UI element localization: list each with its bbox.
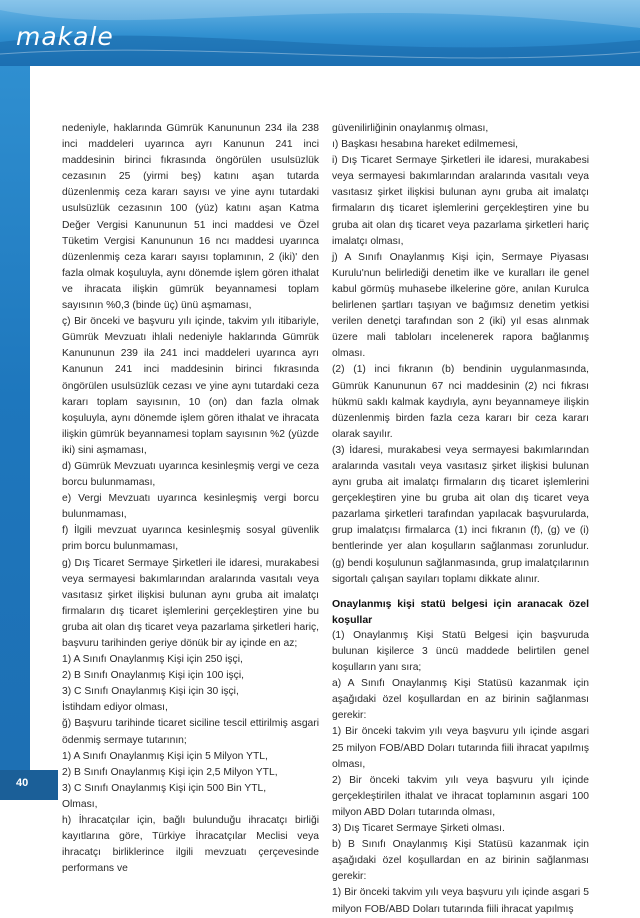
list-item: 3) C Sınıfı Onaylanmış Kişi için 500 Bin YTL, <box>62 782 267 794</box>
paragraph: (2) (1) inci fıkranın (b) bendinin uygulanmasında, Gümrük Kanununun 67 nci maddesinin (2) nci fıkrası hükmü saklı kalmak kaydıyla, aynı beyannameye ilişkin düzenlenmiş birden fazla ceza kararı bir ceza kararı olarak sayılır. <box>332 364 589 440</box>
list-item: 1) A Sınıfı Onaylanmış Kişi için 250 işçi, <box>62 654 243 666</box>
page-number: 40 <box>16 777 29 789</box>
section-label: makale <box>16 22 114 51</box>
header-banner <box>0 0 640 66</box>
section-heading: Onaylanmış kişi statü belgesi için aranacak özel koşullar <box>332 597 589 626</box>
paragraph: nedeniyle, haklarında Gümrük Kanununun 234 ila 238 inci maddeleri uyarınca ayrı Kanunun 241 inci maddesinin birinci fıkrasında öngörülen usulsüzlük cezasının 25 (yirmi beş) katını aşan tutarda düzenlenmiş ceza kararı sayısı ve yine aynı tutardaki usulsüzlük cezasının 100 (yüz) katını aşan Katma Değer Vergisi Kanununun 51 inci maddesi ve Özel Tüketim Vergisi Kanununun 16 ncı maddesi uyarınca düzenlenmiş ceza kararı sayısı toplamının, 2 (iki)' den fazla olmak koşuluyla, aynı dönemde işlem gören ithalat ve ihracata ilişkin gümrük beyannamesi toplam sayısının %0,3 (binde üç) ünü aşmaması, <box>62 123 319 312</box>
paragraph: ı) Başkası hesabına hareket edilmemesi, <box>332 139 519 151</box>
paragraph: d) Gümrük Mevzuatı uyarınca kesinleşmiş vergi ve ceza borcu bulunmaması, <box>62 460 319 489</box>
paragraph: h) İhracatçılar için, bağlı bulunduğu ihracatçı birliği kayıtlarına göre, Türkiye İhracatçılar Meclisi veya ihracatçı birliklerince ilgili mevzuatı çerçevesinde performans ve <box>62 815 319 875</box>
list-item: 1) Bir önceki takvim yılı veya başvuru yılı içinde asgari 5 milyon FOB/ABD Doları tutarında fiili ihracat yapılmış <box>332 887 589 915</box>
paragraph: ç) Bir önceki ve başvuru yılı içinde, takvim yılı itibariyle, Gümrük Mevzuatı ihlali nedeniyle haklarında Gümrük Kanununun 239 ila 241 inci maddeleri uyarınca ayrı Kanunun 241 inci maddesinin birinci fıkrasında öngörülen usulsüzlük cezası ve yine aynı tutardaki ceza kararı toplam sayısının, 10 (on) dan fazla olmak koşuluyla, aynı dönemde işlem gören ithalat ve ihracata ilişkin gümrük beyannamesi toplam sayısının %2 (yüzde iki) sini aşmaması, <box>62 316 319 456</box>
paragraph: f) İlgili mevzuat uyarınca kesinleşmiş sosyal güvenlik prim borcu bulunmaması, <box>62 525 319 553</box>
list-item: 3) Dış Ticaret Sermaye Şirketi olması. <box>332 823 505 835</box>
paragraph: g) Dış Ticaret Sermaye Şirketleri ile idaresi, murakabesi veya sermayesi bakımlarından aralarında vasıtalı veya vasıtasız şirket ilişkisi bulunan aynı gruba ait imalatçı firmaların dış ticaret işlemlerini gerçekleştiren yine bu gruba ait olan dış ticaret veya pazarlama şirketleri hariç, başvuru tarihinden geriye dönük bir ay içinde en az; <box>62 557 319 649</box>
left-column <box>62 121 319 877</box>
list-item: 1) A Sınıfı Onaylanmış Kişi için 5 Milyon YTL, <box>62 750 268 762</box>
left-side-bar <box>0 66 30 800</box>
list-item: 2) B Sınıfı Onaylanmış Kişi için 2,5 Milyon YTL, <box>62 766 278 778</box>
paragraph: Olması, <box>62 798 98 810</box>
paragraph: ğ) Başvuru tarihinde ticaret siciline tescil ettirilmiş asgari ödenmiş sermaye tutarının; <box>62 718 319 746</box>
paragraph: e) Vergi Mevzuatı uyarınca kesinleşmiş vergi borcu bulunmaması, <box>62 493 319 521</box>
list-item: 3) C Sınıfı Onaylanmış Kişi için 30 işçi, <box>62 686 239 698</box>
paragraph: b) B Sınıfı Onaylanmış Kişi Statüsü kazanmak için aşağıdaki özel koşullardan en az birinin sağlanması gerekir: <box>332 839 589 883</box>
paragraph: (3) İdaresi, murakabesi veya sermayesi bakımlarından aralarında vasıtalı veya vasıtasız şirket ilişkisi bulunan aynı gruba ait imalatçı firmaların dış ticaret işlemlerini gerçekleştiren yine bu gruba ait olan dış ticaret veya pazarlama şirketleri tarafından yapılacak başvurularda, grup imalatçısı firmalarca (1) inci fıkranın (f), (g) ve (i) bentlerinde yer alan koşulların sağlanması zorunludur. (g) bendi koşulunun sağlanmasında, grup imalatçılarının sigortalı çalışan sayıları toplamı dikkate alınır. <box>332 444 589 585</box>
paragraph: güvenilirliğinin onaylanmış olması, <box>332 123 489 134</box>
paragraph: (1) Onaylanmış Kişi Statü Belgesi için başvuruda bulunan kişilerce 3 üncü maddede belirtilen genel koşulların yanı sıra; <box>332 629 589 674</box>
page-number-box <box>0 770 58 800</box>
paragraph: i) Dış Ticaret Sermaye Şirketleri ile idaresi, murakabesi veya sermayesi bakımlarından aralarında vasıtalı veya vasıtasız şirket ilişkisi bulunan aynı gruba ait imalatçı firmaların dış ticaret işlemlerini gerçekleştiren yine bu gruba ait olan dış ticaret veya pazarlama şirketleri hariç imalatçı olması, <box>332 155 589 247</box>
list-item: 1) Bir önceki takvim yılı veya başvuru yılı içinde asgari 25 milyon FOB/ABD Doları tutarında fiili ihracat yapılmış olması, <box>332 726 589 770</box>
right-column <box>332 121 589 918</box>
paragraph: a) A Sınıfı Onaylanmış Kişi Statüsü kazanmak için aşağıdaki özel koşullardan en az birinin sağlanması gerekir: <box>332 678 589 722</box>
paragraph: İstihdam ediyor olması, <box>62 702 168 714</box>
list-item: 2) Bir önceki takvim yılı veya başvuru yılı içinde gerçekleştirilen ithalat ve ihracat toplamının asgari 100 milyon ABD Doları tutarında olması, <box>332 774 589 818</box>
list-item: 2) B Sınıfı Onaylanmış Kişi için 100 işçi, <box>62 670 244 682</box>
paragraph: j) A Sınıfı Onaylanmış Kişi için, Sermaye Piyasası Kurulu'nun belirlediği denetim ilke ve kuralları ile genel kabul görmüş muhasebe ilkelerine göre, anılan Kurulca belirlenen şartları taşıyan ve bağımsız denetim yetkisi verilen denetçi tarafından son 2 (iki) yıl esas alınmak üzere mali tabloları incelenerek rapora bağlanmış olması. <box>332 251 589 360</box>
